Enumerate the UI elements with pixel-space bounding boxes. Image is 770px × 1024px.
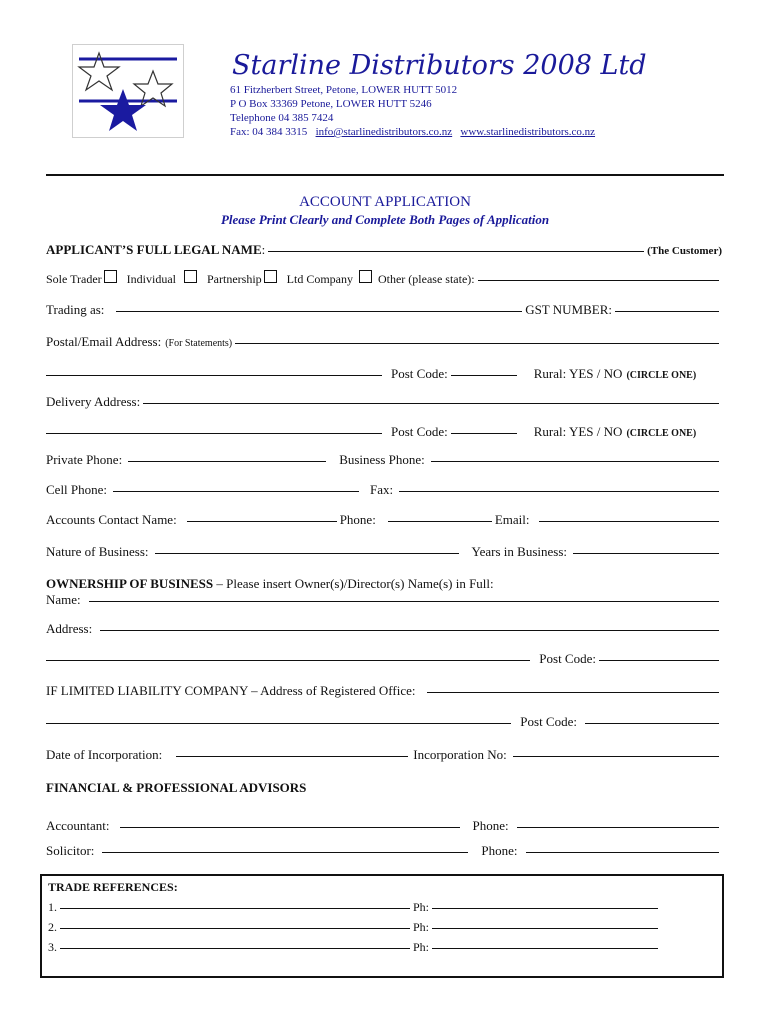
postal-row bbox=[46, 334, 722, 350]
form-subtitle: Please Print Clearly and Complete Both Pages of Application bbox=[220, 212, 550, 227]
accounts-email-label: Email: bbox=[494, 512, 530, 527]
applicant-name-field[interactable] bbox=[268, 251, 644, 252]
limited-address-field[interactable] bbox=[427, 692, 719, 693]
accounts-contact-label: Accounts Contact Name: bbox=[46, 512, 177, 527]
ownership-address-row bbox=[46, 621, 722, 637]
postal-rural-note: (CIRCLE ONE) bbox=[626, 370, 697, 381]
partnership-label: Partnership bbox=[207, 272, 262, 286]
partnership-checkbox[interactable] bbox=[264, 270, 277, 283]
individual-checkbox[interactable] bbox=[184, 270, 197, 283]
trading-row bbox=[46, 302, 722, 318]
limited-postcode-label: Post Code: bbox=[520, 714, 577, 729]
ownership-instruction: – Please insert Owner(s)/Director(s) Name(s) in Full: bbox=[213, 576, 494, 591]
trading-field[interactable] bbox=[116, 311, 522, 312]
accounts-contact-row bbox=[46, 512, 722, 528]
ownership-name-row bbox=[46, 592, 722, 608]
accountant-row bbox=[46, 818, 722, 834]
applicant-suffix: (The Customer) bbox=[647, 245, 722, 257]
solicitor-row bbox=[46, 843, 722, 859]
accounts-phone-label: Phone: bbox=[339, 512, 376, 527]
private-phone-field[interactable] bbox=[128, 461, 326, 462]
postal-label: Postal/Email Address: bbox=[46, 334, 162, 349]
delivery-label: Delivery Address: bbox=[46, 394, 141, 409]
limited-label: IF LIMITED LIABILITY COMPANY – Address of Registered Office: bbox=[46, 683, 416, 698]
business-phone-field[interactable] bbox=[431, 461, 719, 462]
company-name: Starline Distributors 2008 Ltd bbox=[232, 50, 647, 81]
ltd-company-checkbox[interactable] bbox=[359, 270, 372, 283]
trade-reference-3-phone-field[interactable] bbox=[432, 948, 658, 949]
private-phone-label: Private Phone: bbox=[46, 452, 123, 467]
incorporation-number-label: Incorporation No: bbox=[413, 747, 507, 762]
ownership-heading-row bbox=[46, 576, 722, 592]
trade-reference-2-name-field[interactable] bbox=[60, 928, 410, 929]
ownership-address-label: Address: bbox=[46, 621, 93, 636]
solicitor-phone-label: Phone: bbox=[481, 843, 518, 858]
postal-line-2-field[interactable] bbox=[46, 375, 382, 376]
postal-field[interactable] bbox=[235, 343, 719, 344]
applicant-label: APPLICANT’S FULL LEGAL NAME bbox=[46, 242, 262, 257]
sole-trader-checkbox[interactable] bbox=[104, 270, 117, 283]
delivery-field[interactable] bbox=[143, 403, 719, 404]
ownership-postcode-field[interactable] bbox=[599, 660, 719, 661]
incorporation-row bbox=[46, 747, 722, 763]
accountant-field[interactable] bbox=[120, 827, 460, 828]
delivery-line-2-field[interactable] bbox=[46, 433, 382, 434]
ownership-address-field[interactable] bbox=[100, 630, 719, 631]
delivery-rural-label[interactable]: Rural: YES / NO bbox=[533, 424, 623, 439]
delivery-rural-note: (CIRCLE ONE) bbox=[626, 428, 697, 439]
accounts-contact-field[interactable] bbox=[187, 521, 337, 522]
ownership-name-label: Name: bbox=[46, 592, 81, 607]
ltd-company-label: Ltd Company bbox=[286, 272, 353, 286]
trade-reference-1-ph-label: Ph: bbox=[413, 900, 430, 914]
ownership-postcode-label: Post Code: bbox=[539, 651, 596, 666]
company-email-link[interactable]: info@starlinedistributors.co.nz bbox=[315, 126, 453, 138]
advisors-heading: FINANCIAL & PROFESSIONAL ADVISORS bbox=[46, 780, 307, 795]
accountant-phone-label: Phone: bbox=[472, 818, 509, 833]
sole-trader-label: Sole Trader bbox=[46, 272, 102, 286]
accounts-email-field[interactable] bbox=[539, 521, 719, 522]
accounts-phone-field[interactable] bbox=[388, 521, 492, 522]
ownership-address-line-2-field[interactable] bbox=[46, 660, 530, 661]
accountant-label: Accountant: bbox=[46, 818, 110, 833]
trade-references-box bbox=[40, 874, 724, 978]
postal-postcode-row bbox=[46, 366, 722, 382]
ownership-heading: OWNERSHIP OF BUSINESS bbox=[46, 576, 214, 591]
trade-reference-1-phone-field[interactable] bbox=[432, 908, 658, 909]
solicitor-phone-field[interactable] bbox=[526, 852, 719, 853]
limited-postcode-field[interactable] bbox=[585, 723, 719, 724]
trade-reference-2-ph-label: Ph: bbox=[413, 920, 430, 934]
fax-label: Fax: bbox=[370, 482, 394, 497]
accountant-phone-field[interactable] bbox=[517, 827, 719, 828]
ownership-postcode-row bbox=[46, 651, 722, 667]
incorporation-date-label: Date of Incorporation: bbox=[46, 747, 163, 762]
header-divider bbox=[46, 174, 724, 176]
ownership-name-field[interactable] bbox=[89, 601, 719, 602]
nature-row bbox=[46, 544, 722, 560]
individual-label: Individual bbox=[126, 272, 176, 286]
cell-phone-field[interactable] bbox=[113, 491, 359, 492]
trade-reference-1-name-field[interactable] bbox=[60, 908, 410, 909]
trade-reference-3 bbox=[48, 940, 668, 955]
form-title: ACCOUNT APPLICATION bbox=[299, 194, 471, 210]
gst-label: GST NUMBER: bbox=[525, 302, 612, 317]
solicitor-field[interactable] bbox=[102, 852, 468, 853]
limited-address-line-2-field[interactable] bbox=[46, 723, 511, 724]
company-address-2: P O Box 33369 Petone, LOWER HUTT 5246 bbox=[230, 98, 432, 110]
trade-reference-1-number: 1. bbox=[48, 900, 57, 914]
years-label: Years in Business: bbox=[471, 544, 568, 559]
company-address-1: 61 Fitzherbert Street, Petone, LOWER HUTT 5012 bbox=[230, 84, 458, 96]
cell-fax-row bbox=[46, 482, 722, 498]
trade-reference-2-number: 2. bbox=[48, 920, 57, 934]
phone-row bbox=[46, 452, 722, 468]
postal-note: (For Statements) bbox=[165, 338, 233, 349]
delivery-postcode-label: Post Code: bbox=[391, 424, 448, 439]
entity-type-row bbox=[46, 270, 722, 287]
delivery-postcode-row bbox=[46, 424, 722, 440]
applicant-row: APPLICANT’S FULL LEGAL NAME : (The Customer) bbox=[46, 242, 722, 257]
trade-reference-3-number: 3. bbox=[48, 940, 57, 954]
nature-label: Nature of Business: bbox=[46, 544, 149, 559]
company-logo bbox=[72, 44, 184, 138]
incorporation-date-field[interactable] bbox=[176, 756, 408, 757]
solicitor-label: Solicitor: bbox=[46, 843, 95, 858]
trade-reference-2-phone-field[interactable] bbox=[432, 928, 658, 929]
gst-field[interactable] bbox=[615, 311, 719, 312]
trade-reference-3-name-field[interactable] bbox=[60, 948, 410, 949]
company-website-link[interactable]: www.starlinedistributors.co.nz bbox=[460, 126, 596, 138]
business-phone-label: Business Phone: bbox=[339, 452, 425, 467]
limited-row bbox=[46, 683, 722, 699]
trade-reference-3-ph-label: Ph: bbox=[413, 940, 430, 954]
fax-field[interactable] bbox=[399, 491, 719, 492]
company-contact-line bbox=[230, 126, 595, 138]
limited-postcode-row bbox=[46, 714, 722, 730]
postal-postcode-field[interactable] bbox=[451, 375, 517, 376]
other-label: Other (please state): bbox=[377, 272, 475, 286]
nature-field[interactable] bbox=[155, 553, 459, 554]
trade-references-heading: TRADE REFERENCES: bbox=[48, 880, 178, 894]
trade-reference-2 bbox=[48, 920, 668, 935]
company-telephone: Telephone 04 385 7424 bbox=[230, 112, 334, 124]
years-field[interactable] bbox=[573, 553, 719, 554]
other-field[interactable] bbox=[478, 280, 719, 281]
trade-reference-1 bbox=[48, 900, 668, 915]
incorporation-number-field[interactable] bbox=[513, 756, 719, 757]
trading-label: Trading as: bbox=[46, 302, 105, 317]
postal-postcode-label: Post Code: bbox=[391, 366, 448, 381]
delivery-postcode-field[interactable] bbox=[451, 433, 517, 434]
company-fax: Fax: 04 384 3315 bbox=[230, 126, 308, 138]
cell-phone-label: Cell Phone: bbox=[46, 482, 108, 497]
postal-rural-label[interactable]: Rural: YES / NO bbox=[533, 366, 623, 381]
delivery-row bbox=[46, 394, 722, 410]
